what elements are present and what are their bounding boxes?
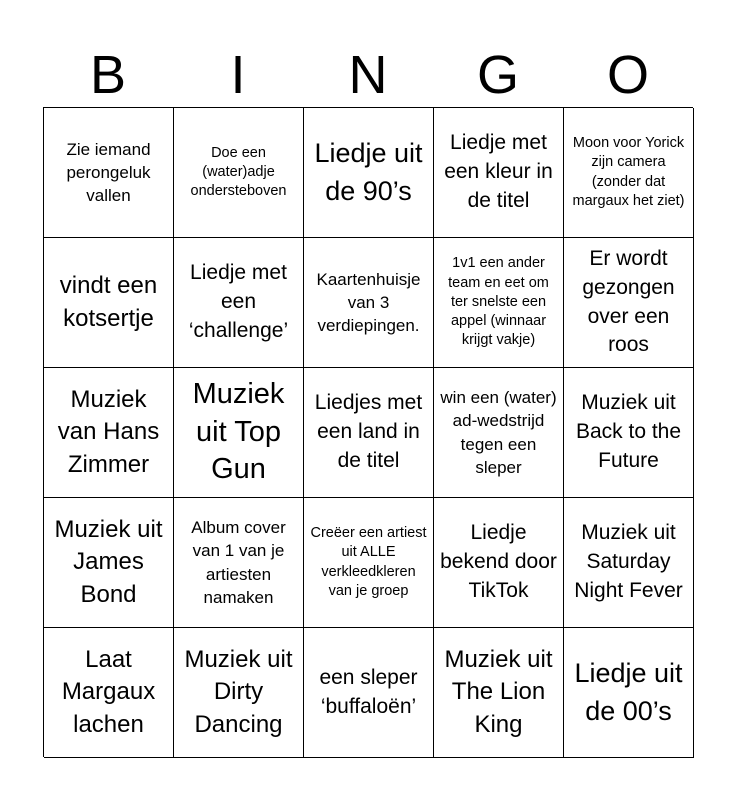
bingo-cell[interactable]: Muziek van Hans Zimmer (44, 368, 174, 498)
header-letter-b: B (89, 45, 127, 105)
bingo-cell[interactable]: een sleper ‘buffaloën’ (304, 628, 434, 758)
bingo-cell[interactable]: vindt een kotsertje (44, 238, 174, 368)
bingo-cell[interactable]: Liedje uit de 90’s (304, 108, 434, 238)
bingo-cell[interactable]: Muziek uit James Bond (44, 498, 174, 628)
bingo-cell[interactable]: Liedje uit de 00’s (564, 628, 694, 758)
bingo-cell[interactable]: Liedjes met een land in de titel (304, 368, 434, 498)
bingo-cell[interactable]: Zie iemand perongeluk vallen (44, 108, 174, 238)
bingo-cell[interactable]: Muziek uit The Lion King (434, 628, 564, 758)
bingo-cell[interactable]: Liedje met een kleur in de titel (434, 108, 564, 238)
bingo-cell[interactable]: Muziek uit Saturday Night Fever (564, 498, 694, 628)
bingo-cell[interactable]: Creëer een artiest uit ALLE verkleedkleren van je groep (304, 498, 434, 628)
bingo-cell[interactable]: win een (water) ad-wedstrijd tegen een sleper (434, 368, 564, 498)
bingo-cell[interactable]: Liedje bekend door TikTok (434, 498, 564, 628)
bingo-cell[interactable]: Muziek uit Back to the Future (564, 368, 694, 498)
bingo-cell[interactable]: Muziek uit Top Gun (174, 368, 304, 498)
bingo-cell[interactable]: Album cover van 1 van je artiesten namaken (174, 498, 304, 628)
bingo-cell[interactable]: Er wordt gezongen over een roos (564, 238, 694, 368)
bingo-cell[interactable]: Muziek uit Dirty Dancing (174, 628, 304, 758)
header-letter-g: G (476, 45, 519, 105)
bingo-cell[interactable]: Liedje met een ‘challenge’ (174, 238, 304, 368)
bingo-cell[interactable]: Kaartenhuisje van 3 verdiepingen. (304, 238, 434, 368)
bingo-cell[interactable]: 1v1 een ander team en eet om ter snelste een appel (winnaar krijgt vakje) (434, 238, 564, 368)
bingo-cell[interactable]: Doe een (water)adje ondersteboven (174, 108, 304, 238)
header-letter-i: I (230, 45, 246, 105)
bingo-header (43, 40, 693, 108)
bingo-cell[interactable]: Moon voor Yorick zijn camera (zonder dat margaux het ziet) (564, 108, 694, 238)
bingo-cell[interactable]: Laat Margaux lachen (44, 628, 174, 758)
header-letter-o: O (606, 45, 649, 105)
bingo-board (43, 107, 693, 757)
header-letter-n: N (348, 45, 388, 105)
